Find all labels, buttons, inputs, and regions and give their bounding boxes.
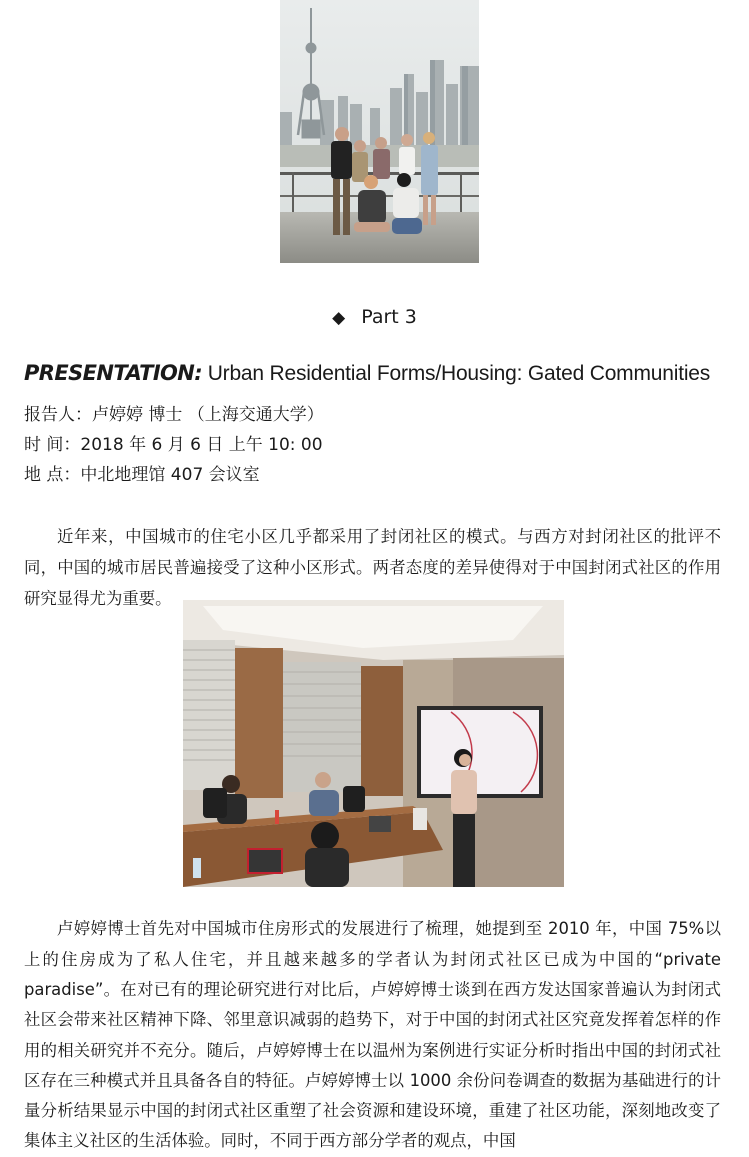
diamond-bullet-icon: ◆ [332,308,346,328]
place-line: 地 点：中北地理馆 407 会议室 [24,465,260,485]
group-photo-illustration [280,0,479,263]
speaker-line: 报告人：卢婷婷 博士 （上海交通大学） [24,405,324,425]
presentation-topic: Urban Residential Forms/Housing: Gated Communities [202,362,711,385]
time-line: 时 间：2018 年 6 月 6 日 上午 10: 00 [24,435,323,455]
intro-paragraph: 近年来，中国城市的住宅小区几乎都采用了封闭社区的模式。与西方对封闭社区的批评不同，中国的城市居民普遍接受了这种小区形式。两者态度的差异使得对于中国封闭式社区的作用研究显得尤为重要。 [24,527,721,609]
part-heading [0,303,749,332]
seminar-photo [183,600,564,887]
presentation-title [24,358,734,389]
seminar-photo-illustration [183,600,564,887]
presentation-label: PRESENTATION: [24,361,203,385]
body-paragraph: 卢婷婷博士首先对中国城市住房形式的发展进行了梳理，她提到至 2010 年，中国 75%以上的住房成为了私人住宅，并且越来越多的学者认为封闭式社区已成为中国的“private paradise”。在对已有的理论研究进行对比后，卢婷婷博士谈到在西方发达国家普遍认为封闭式社区会带来社区精神下降、邻里意识减弱的趋势下，对于中国的封闭式社区究竟发挥着怎样的作用的相关研究并不充分。随后，卢婷婷博士在以温州为案例进行实证分析时指出中国的封闭式社区存在三种模式并且具备各自的特征。卢婷婷博士以 1000 余份问卷调查的数据为基础进行的计量分析结果显示中国的封闭式社区重塑了社会资源和建设环境，重建了社区功能，深刻地改变了集体主义社区的生活体验。同时，不同于西方部分学者的观点，中国 [24,919,721,1151]
group-photo [280,0,479,263]
part-label: Part 3 [361,306,417,328]
